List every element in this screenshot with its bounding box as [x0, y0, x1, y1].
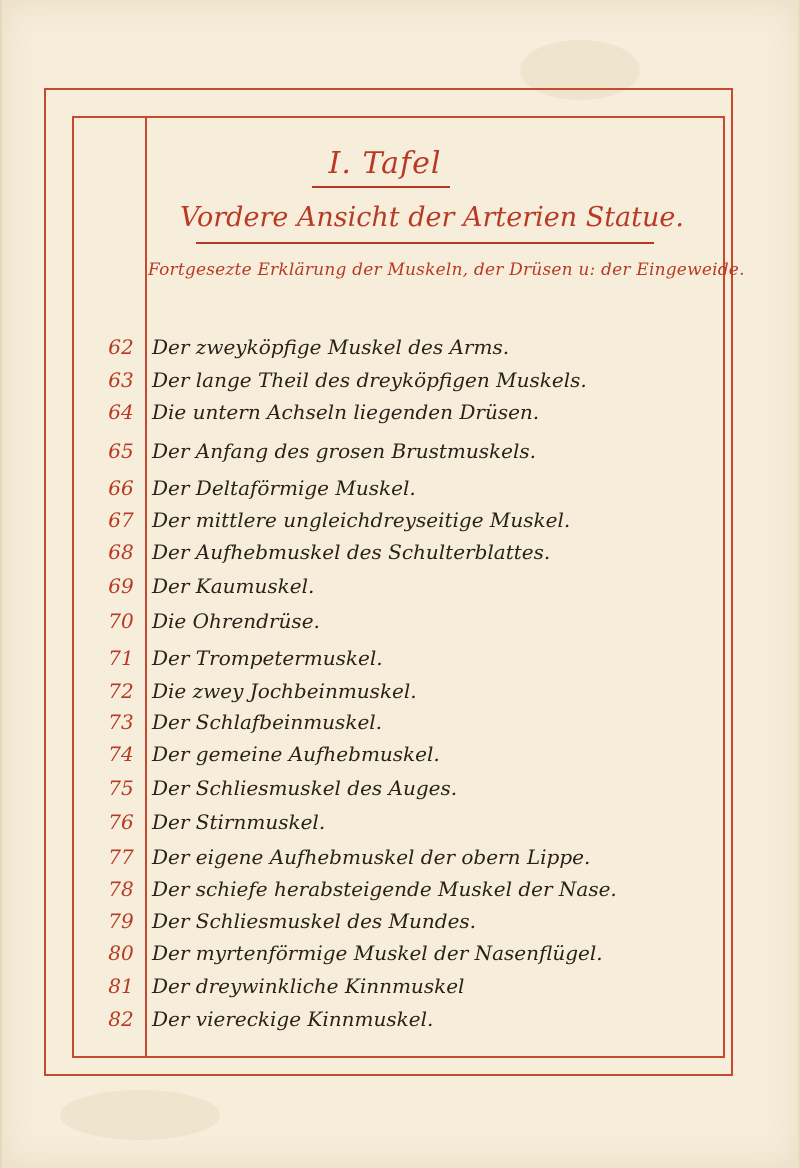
list-item [0, 972, 800, 1002]
entry-number: 80 [108, 941, 134, 965]
list-item [0, 740, 800, 770]
plate-subtitle: Vordere Ansicht der Arterien Statue. [180, 202, 684, 233]
entry-number: 73 [108, 710, 134, 734]
entry-text: Der myrtenförmige Muskel der Nasenflügel. [152, 941, 603, 965]
entry-number: 81 [108, 974, 134, 998]
entry-text: Der dreywinkliche Kinnmuskel [152, 974, 465, 998]
entry-text: Die zwey Jochbeinmuskel. [152, 679, 417, 703]
list-item [0, 398, 800, 428]
list-item [0, 708, 800, 738]
list-item [0, 506, 800, 536]
entry-number: 63 [108, 368, 134, 392]
entry-text: Der gemeine Aufhebmuskel. [152, 742, 440, 766]
plate-title: I. Tafel [328, 146, 442, 181]
entry-text: Der Schliesmuskel des Auges. [152, 776, 458, 800]
entry-text: Der Anfang des grosen Brustmuskels. [152, 439, 537, 463]
entry-number: 79 [108, 909, 134, 933]
entry-text: Die Ohrendrüse. [152, 609, 320, 633]
entry-number: 67 [108, 508, 134, 532]
entry-text: Der Schliesmuskel des Mundes. [152, 909, 477, 933]
entry-number: 65 [108, 439, 134, 463]
entry-text: Der mittlere ungleichdreyseitige Muskel. [152, 508, 571, 532]
entry-number: 66 [108, 476, 134, 500]
entry-text: Der eigene Aufhebmuskel der obern Lippe. [152, 845, 591, 869]
entry-number: 62 [108, 335, 134, 359]
entry-text: Der Trompetermuskel. [152, 646, 383, 670]
list-item [0, 474, 800, 504]
entry-text: Der Kaumuskel. [152, 574, 315, 598]
entry-number: 71 [108, 646, 134, 670]
list-item [0, 366, 800, 396]
list-item [0, 1005, 800, 1035]
list-item [0, 572, 800, 602]
list-item [0, 843, 800, 873]
list-item [0, 907, 800, 937]
list-item [0, 677, 800, 707]
list-item [0, 939, 800, 969]
entry-number: 69 [108, 574, 134, 598]
entry-number: 75 [108, 776, 134, 800]
section-heading: Fortgesezte Erklärung der Muskeln, der Drüsen u: der Eingeweide. [148, 260, 745, 280]
entry-text: Der viereckige Kinnmuskel. [152, 1007, 434, 1031]
list-item [0, 538, 800, 568]
entry-text: Der lange Theil des dreyköpfigen Muskels. [152, 368, 587, 392]
list-item [0, 607, 800, 637]
entry-number: 72 [108, 679, 134, 703]
entry-text: Der schiefe herabsteigende Muskel der Nase. [152, 877, 617, 901]
entry-number: 70 [108, 609, 134, 633]
list-item [0, 774, 800, 804]
list-item [0, 808, 800, 838]
entry-text: Der Deltaförmige Muskel. [152, 476, 416, 500]
entry-number: 78 [108, 877, 134, 901]
entry-number: 77 [108, 845, 134, 869]
entry-text: Die untern Achseln liegenden Drüsen. [152, 400, 540, 424]
entry-number: 74 [108, 742, 134, 766]
list-item [0, 875, 800, 905]
entry-text: Der Aufhebmuskel des Schulterblattes. [152, 540, 551, 564]
entry-text: Der zweyköpfige Muskel des Arms. [152, 335, 510, 359]
entry-number: 68 [108, 540, 134, 564]
list-item [0, 437, 800, 467]
entry-text: Der Stirnmuskel. [152, 810, 326, 834]
entry-number: 82 [108, 1007, 134, 1031]
list-item [0, 644, 800, 674]
entry-text: Der Schlafbeinmuskel. [152, 710, 383, 734]
list-item [0, 333, 800, 363]
entry-number: 64 [108, 400, 134, 424]
entry-number: 76 [108, 810, 134, 834]
